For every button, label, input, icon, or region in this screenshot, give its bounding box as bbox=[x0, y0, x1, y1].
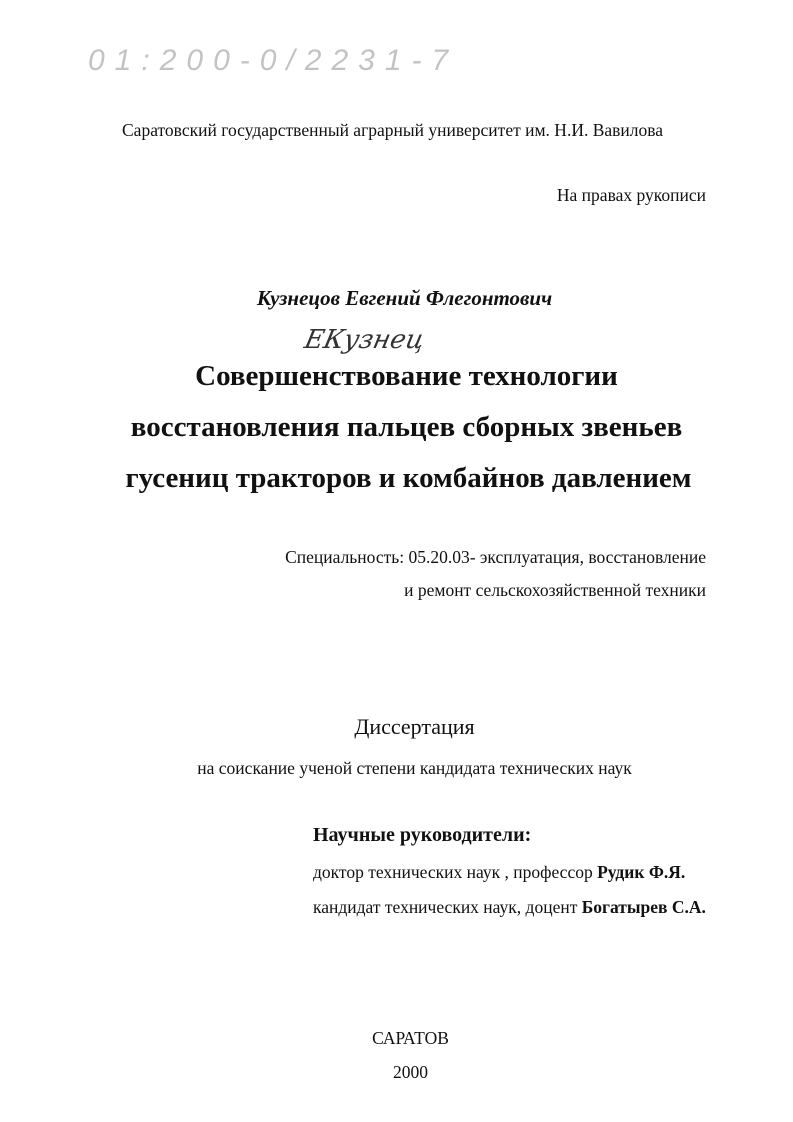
advisors-heading: Научные руководители: bbox=[313, 824, 532, 846]
manuscript-note: На правах рукописи bbox=[556, 185, 706, 205]
advisor-1-title: доктор технических наук , профессор bbox=[313, 862, 598, 882]
institution: Саратовский государственный аграрный университет им. Н.И. Вавилова bbox=[122, 120, 664, 140]
specialty-line-1: Специальность: 05.20.03- эксплуатация, восстановление bbox=[285, 547, 706, 567]
title-line-2: восстановления пальцев сборных звеньев bbox=[130, 411, 683, 443]
advisor-2-name: Богатырев С.А. bbox=[581, 897, 706, 917]
specialty-line-2: и ремонт сельскохозяйственной техники bbox=[404, 580, 706, 600]
year: 2000 bbox=[393, 1062, 428, 1082]
advisor-2-title: кандидат технических наук, доцент bbox=[313, 897, 582, 917]
degree: на соискание ученой степени кандидата технических наук bbox=[197, 758, 632, 778]
handwritten-stamp: 01:200-0/2231-7 bbox=[88, 44, 459, 77]
city: САРАТОВ bbox=[372, 1028, 449, 1048]
advisor-1-name: Рудик Ф.Я. bbox=[597, 862, 686, 882]
title-line-3: гусениц тракторов и комбайнов давлением bbox=[125, 462, 692, 494]
document-type: Диссертация bbox=[354, 714, 475, 739]
title-line-1: Совершенствование технологии bbox=[195, 360, 618, 392]
author-name: Кузнецов Евгений Флегонтович bbox=[256, 286, 553, 310]
signature: ЕКузнец bbox=[301, 325, 428, 355]
advisor-2 bbox=[313, 897, 706, 918]
advisor-1 bbox=[313, 862, 685, 883]
